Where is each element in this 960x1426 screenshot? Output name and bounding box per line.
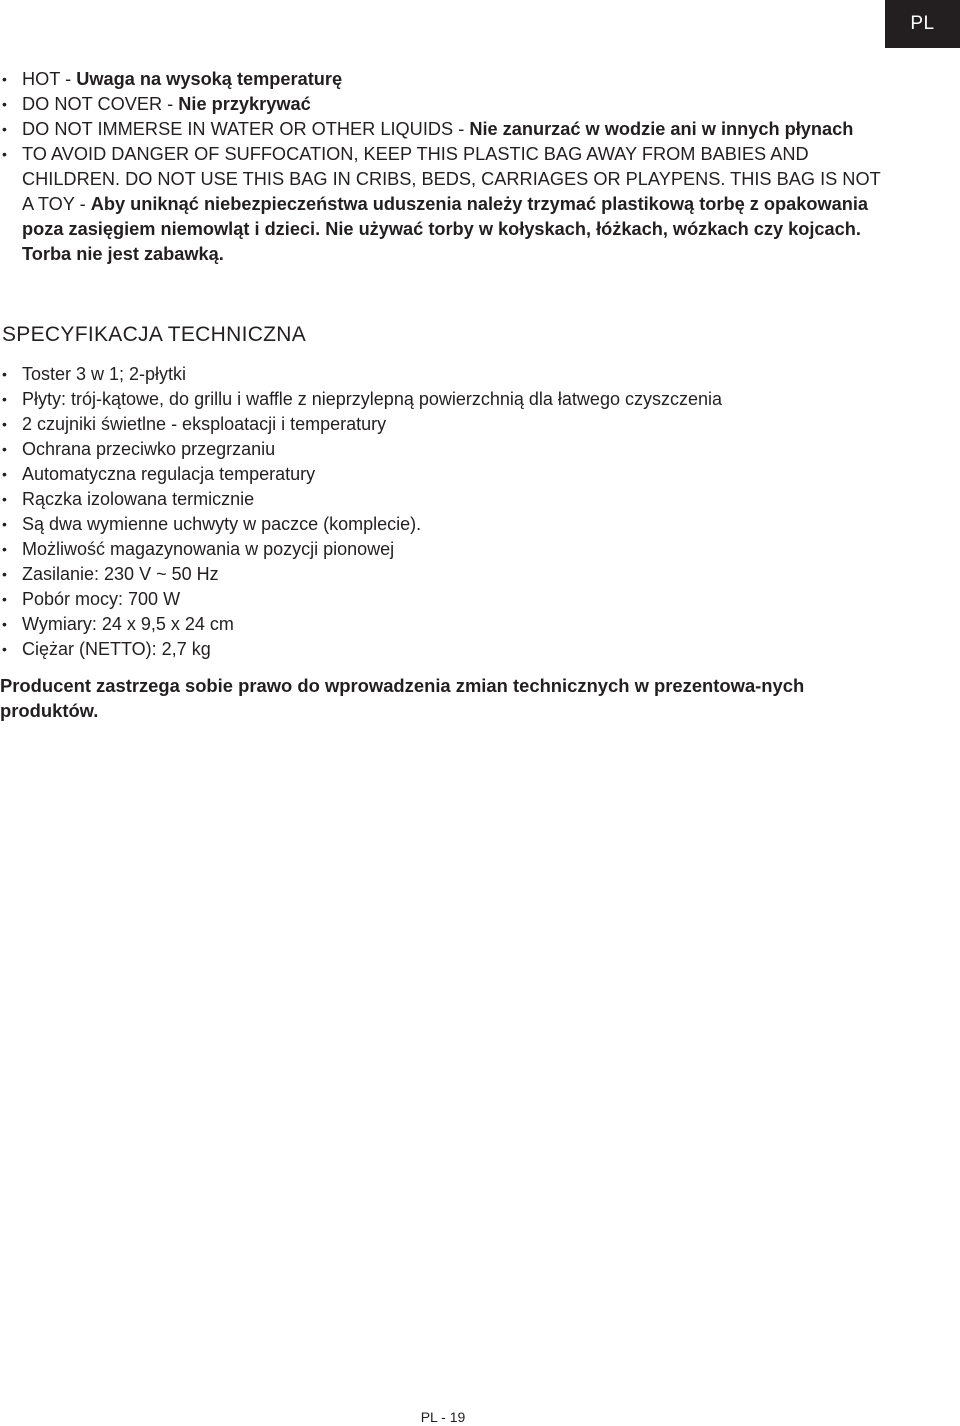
spec-item: • Pobór mocy: 700 W bbox=[0, 587, 900, 612]
language-tab: PL bbox=[885, 0, 960, 48]
warning-item bbox=[0, 67, 890, 92]
spec-item: • Automatyczna regulacja temperatury bbox=[0, 462, 900, 487]
specs-title: SPECYFIKACJA TECHNICZNA bbox=[2, 323, 307, 346]
spec-item: • Możliwość magazynowania w pozycji pionowej bbox=[0, 537, 900, 562]
warning-en: DO NOT COVER - bbox=[22, 94, 179, 114]
warnings-list bbox=[0, 67, 890, 267]
warning-pl: Aby uniknąć niebezpieczeństwa uduszenia należy trzymać plastikową torbę z opakowania poza zasięgiem niemowląt i dzieci. Nie używać torby w kołyskach, łóżkach, wózkach czy kojcach. Torba nie jest zabawką. bbox=[22, 194, 868, 264]
warning-pl: Nie zanurzać w wodzie ani w innych płynach bbox=[469, 119, 854, 139]
warning-en: DO NOT IMMERSE IN WATER OR OTHER LIQUIDS - bbox=[22, 119, 470, 139]
warning-item bbox=[0, 117, 890, 142]
manufacturer-note: Producent zastrzega sobie prawo do wprowadzenia zmian technicznych w prezentowa-nych produktów. bbox=[0, 675, 805, 721]
spec-item: • Zasilanie: 230 V ~ 50 Hz bbox=[0, 562, 900, 587]
spec-item: • Toster 3 w 1; 2-płytki bbox=[0, 362, 900, 387]
page-number: PL - 19 bbox=[420, 1409, 466, 1425]
warning-pl: Uwaga na wysoką temperaturę bbox=[76, 69, 343, 89]
spec-item: • Wymiary: 24 x 9,5 x 24 cm bbox=[0, 612, 900, 637]
spec-item: • Rączka izolowana termicznie bbox=[0, 487, 900, 512]
warning-item bbox=[0, 142, 890, 267]
warning-en: TO AVOID DANGER OF SUFFOCATION, KEEP THIS PLASTIC BAG AWAY FROM BABIES AND CHILDREN. DO NOT USE THIS BAG IN CRIBS, BEDS, CARRIAGES OR PLAYPENS. THIS BAG IS NOT A TOY - bbox=[22, 144, 881, 214]
spec-item: • 2 czujniki świetlne - eksploatacji i temperatury bbox=[0, 412, 900, 437]
spec-item: • Ochrana przeciwko przegrzaniu bbox=[0, 437, 900, 462]
warning-pl: Nie przykrywać bbox=[178, 94, 311, 114]
spec-item: • Są dwa wymienne uchwyty w paczce (komplecie). bbox=[0, 512, 900, 537]
warning-en: HOT - bbox=[22, 69, 77, 89]
warning-item bbox=[0, 92, 890, 117]
spec-item: • Ciężar (NETTO): 2,7 kg bbox=[0, 637, 900, 662]
specs-list bbox=[0, 362, 900, 662]
spec-item: • Płyty: trój-kątowe, do grillu i waffle z nieprzylepną powierzchnią dla łatwego czyszczenia bbox=[0, 387, 900, 412]
